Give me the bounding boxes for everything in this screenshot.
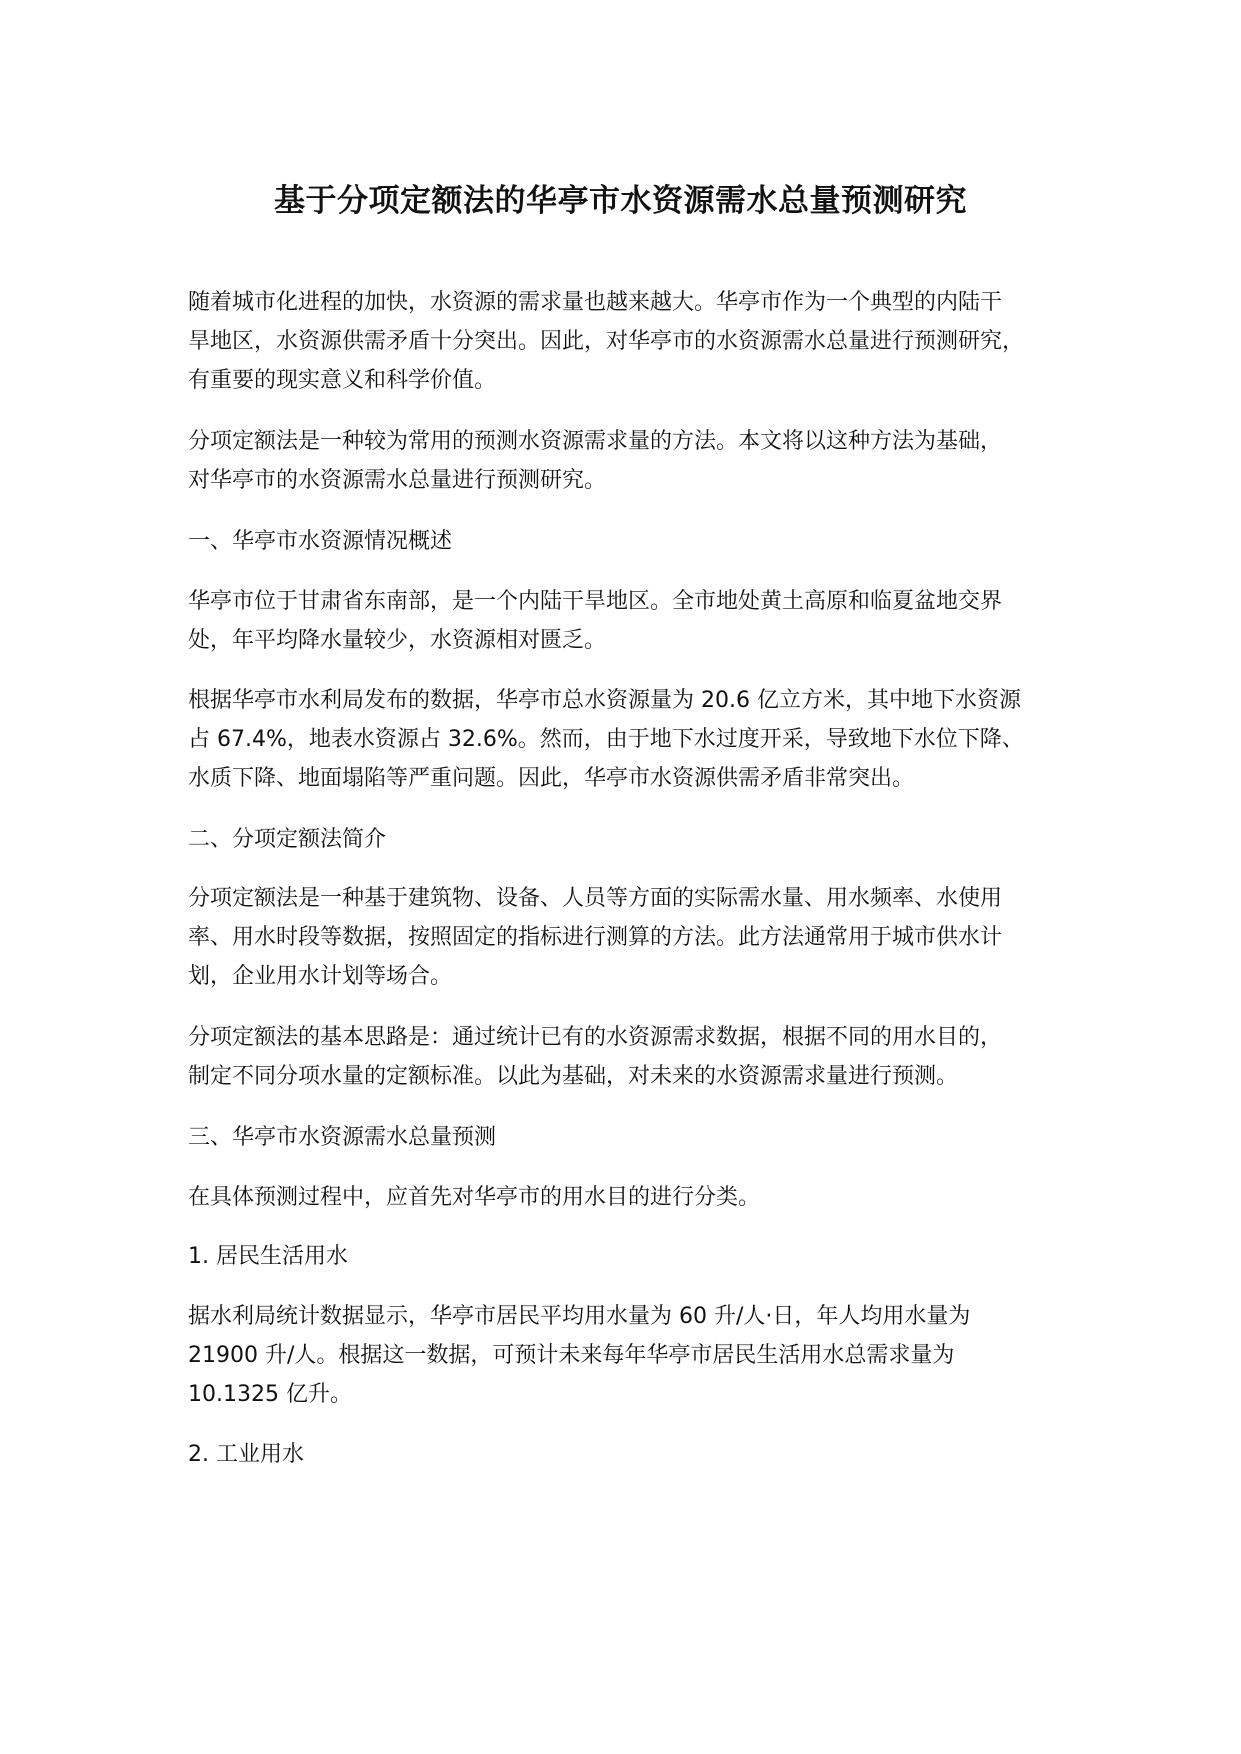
method-intro-paragraph: [188, 422, 1078, 500]
text-line: 据水利局统计数据显示，华亭市居民平均用水量为 60 升/人·日，年人均用水量为: [188, 1304, 971, 1329]
intro-paragraph: [188, 283, 1078, 400]
text-line: 分项定额法的基本思路是：通过统计已有的水资源需求数据，根据不同的用水目的，: [188, 1025, 1003, 1050]
section-heading-2: [188, 820, 1078, 859]
text-line: 分项定额法是一种基于建筑物、设备、人员等方面的实际需水量、用水频率、水使用: [188, 886, 1003, 911]
overview-paragraph: [188, 582, 1078, 660]
section-heading-3: [188, 1118, 1078, 1157]
text-line: 率、用水时段等数据，按照固定的指标进行测算的方法。此方法通常用于城市供水计: [188, 925, 1003, 950]
definition-paragraph: [188, 879, 1078, 996]
subheading-residential: [188, 1237, 1078, 1276]
text-line: 对华亭市的水资源需水总量进行预测研究。: [188, 468, 607, 493]
residential-paragraph: [188, 1297, 1078, 1414]
subheading-industrial: [188, 1435, 1078, 1474]
text-line: 制定不同分项水量的定额标准。以此为基础，对未来的水资源需求量进行预测。: [188, 1064, 959, 1089]
heading-text: 1. 居民生活用水: [188, 1244, 348, 1269]
text-line: 分项定额法是一种较为常用的预测水资源需求量的方法。本文将以这种方法为基础，: [188, 429, 1003, 454]
approach-paragraph: [188, 1018, 1078, 1096]
text-line: 划，企业用水计划等场合。: [188, 964, 453, 989]
text-line: 21900 升/人。根据这一数据，可预计未来每年华亭市居民生活用水总需求量为: [188, 1343, 955, 1368]
heading-text: 一、华亭市水资源情况概述: [188, 529, 453, 554]
text-line: 有重要的现实意义和科学价值。: [188, 368, 497, 393]
text-line: 水质下降、地面塌陷等严重问题。因此，华亭市水资源供需矛盾非常突出。: [188, 766, 915, 791]
text-line: 根据华亭市水利局发布的数据，华亭市总水资源量为 20.6 亿立方米，其中地下水资源: [188, 688, 1021, 713]
text-line: 华亭市位于甘肃省东南部，是一个内陆干旱地区。全市地处黄土高原和临夏盆地交界: [188, 589, 1003, 614]
text-line: 在具体预测过程中，应首先对华亭市的用水目的进行分类。: [188, 1185, 761, 1210]
heading-text: 三、华亭市水资源需水总量预测: [188, 1125, 497, 1150]
text-line: 随着城市化进程的加快，水资源的需求量也越来越大。华亭市作为一个典型的内陆干: [188, 290, 1003, 315]
classification-paragraph: [188, 1178, 1078, 1217]
data-paragraph: [188, 681, 1078, 798]
text-line: 旱地区，水资源供需矛盾十分突出。因此，对华亭市的水资源需水总量进行预测研究，: [188, 329, 1025, 354]
text-line: 占 67.4%，地表水资源占 32.6%。然而，由于地下水过度开采，导致地下水位下降、: [188, 727, 1024, 752]
text-line: 处，年平均降水量较少，水资源相对匮乏。: [188, 628, 607, 653]
text-line: 10.1325 亿升。: [188, 1382, 352, 1407]
heading-text: 二、分项定额法简介: [188, 827, 387, 852]
heading-text: 2. 工业用水: [188, 1442, 304, 1467]
section-heading-1: [188, 522, 1078, 561]
document-title: 基于分项定额法的华亭市水资源需水总量预测研究: [274, 183, 967, 219]
